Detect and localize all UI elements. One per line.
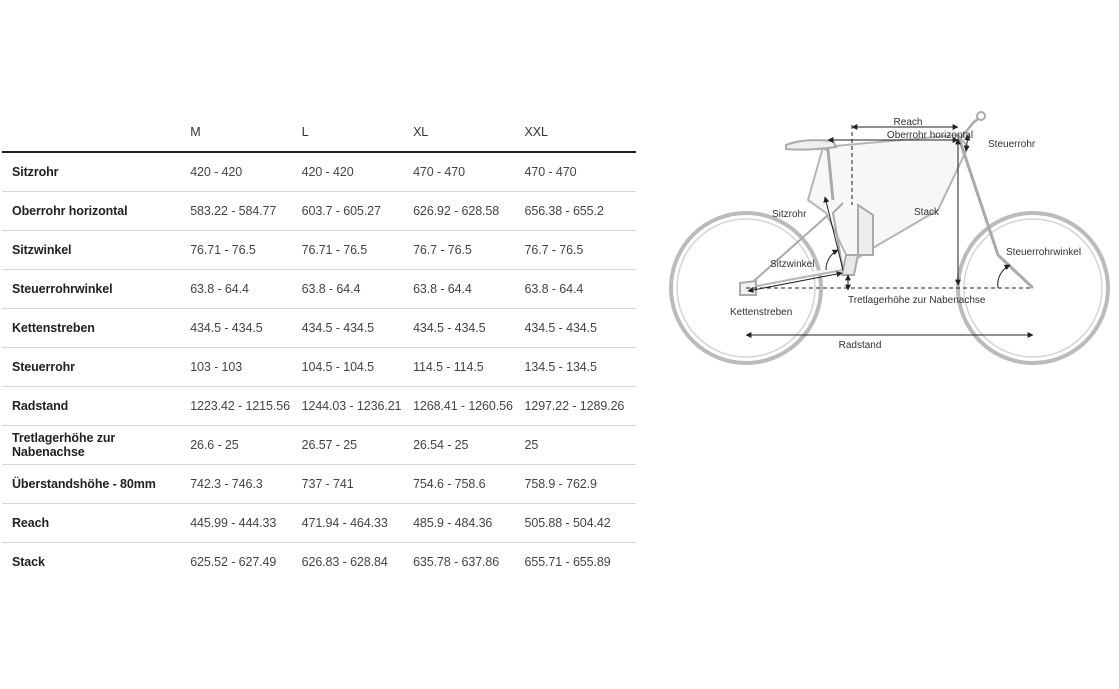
row-value: 103 - 103 [190, 348, 301, 387]
row-value: 76.7 - 76.5 [525, 231, 637, 270]
row-label: Oberrohr horizontal [2, 192, 190, 231]
row-value: 420 - 420 [302, 152, 413, 192]
table-row [2, 192, 636, 231]
row-value: 754.6 - 758.6 [413, 465, 524, 504]
row-value: 742.3 - 746.3 [190, 465, 301, 504]
row-label: Reach [2, 504, 190, 543]
row-value: 63.8 - 64.4 [302, 270, 413, 309]
label-radstand: Radstand [838, 340, 882, 351]
row-value: 625.52 - 627.49 [190, 555, 277, 569]
row-value: 471.94 - 464.33 [302, 504, 413, 543]
row-value: 26.54 - 25 [413, 426, 524, 465]
row-value: 76.71 - 76.5 [190, 231, 301, 270]
row-value: 583.22 - 584.77 [190, 192, 301, 231]
row-value: 76.7 - 76.5 [413, 231, 524, 270]
header-empty-cell [2, 112, 190, 152]
row-value: 737 - 741 [302, 465, 413, 504]
row-value: 26.57 - 25 [302, 426, 413, 465]
row-label: Sitzrohr [2, 152, 190, 192]
label-sitzrohr: Sitzrohr [772, 209, 807, 220]
table-row [2, 309, 636, 348]
row-value: 470 - 470 [525, 152, 637, 192]
row-value: 1297.22 - 1289.26 [525, 387, 637, 426]
table-row [2, 231, 636, 270]
row-value: 445.99 - 444.33 [190, 504, 301, 543]
table-row [2, 152, 636, 192]
label-tretlager: Tretlagerhöhe zur Nabenachse [848, 295, 986, 306]
label-kettenstreben: Kettenstreben [730, 307, 793, 318]
row-value: 758.9 - 762.9 [525, 465, 637, 504]
header-size-xxl: XXL [525, 112, 637, 152]
row-value: 1223.42 - 1215.56 [190, 387, 301, 426]
row-label: Kettenstreben [2, 309, 190, 348]
row-value: 655.71 - 655.89 [524, 555, 611, 569]
row-value: 104.5 - 104.5 [302, 348, 413, 387]
row-value: 626.92 - 628.58 [413, 192, 524, 231]
row-label: Sitzwinkel [2, 231, 190, 270]
row-value: 63.8 - 64.4 [190, 270, 301, 309]
row-value: 63.8 - 64.4 [413, 270, 524, 309]
row-value: 26.6 - 25 [190, 426, 301, 465]
table-row [2, 387, 636, 426]
header-size-l: L [302, 112, 413, 152]
row-value: 434.5 - 434.5 [525, 309, 637, 348]
row-label: Radstand [2, 387, 190, 426]
row-label: Steuerrohr [2, 348, 190, 387]
row-value: 505.88 - 504.42 [525, 504, 637, 543]
row-value: 1244.03 - 1236.21 [302, 387, 413, 426]
label-oberrohr: Oberrohr horizontal [886, 130, 974, 141]
row-label: Überstandshöhe - 80mm [2, 465, 190, 504]
row-value: 485.9 - 484.36 [413, 504, 524, 543]
table-body [2, 152, 636, 581]
row-value: 63.8 - 64.4 [525, 270, 637, 309]
table-row [2, 348, 636, 387]
row-value: 1268.41 - 1260.56 [413, 387, 524, 426]
row-value: 626.83 - 628.84 [301, 555, 388, 569]
bike-geometry-diagram [668, 105, 1118, 375]
row-value: 434.5 - 434.5 [302, 309, 413, 348]
row-value: 635.78 - 637.86 [413, 555, 500, 569]
row-value: 470 - 470 [413, 152, 524, 192]
row-value: 434.5 - 434.5 [190, 309, 301, 348]
label-steuerrohr: Steuerrohr [988, 139, 1036, 150]
row-value: 603.7 - 605.27 [302, 192, 413, 231]
row-value: 76.71 - 76.5 [302, 231, 413, 270]
table-header-row [2, 112, 636, 152]
row-value: 420 - 420 [190, 152, 301, 192]
row-value: 434.5 - 434.5 [413, 309, 524, 348]
row-label: Tretlagerhöhe zur Nabenachse [2, 426, 190, 465]
row-value: 25 [525, 426, 637, 465]
row-value: 134.5 - 134.5 [525, 348, 637, 387]
table-row [2, 543, 636, 582]
table-row [2, 426, 636, 465]
label-reach: Reach [893, 117, 923, 128]
label-sitzwinkel: Sitzwinkel [770, 259, 815, 270]
geometry-table [2, 112, 636, 581]
steuerrohrwinkel-arc [998, 265, 1010, 288]
table-row [2, 270, 636, 309]
table-row [2, 465, 636, 504]
header-size-xl: XL [413, 112, 524, 152]
label-stack: Stack [914, 207, 940, 218]
row-label: Steuerrohrwinkel [2, 270, 190, 309]
label-steuerrohrwinkel: Steuerrohrwinkel [1006, 247, 1082, 258]
row-label: Stack [12, 555, 45, 569]
row-value: 114.5 - 114.5 [413, 348, 524, 387]
table-row [2, 504, 636, 543]
header-size-m: M [190, 112, 301, 152]
row-value: 656.38 - 655.2 [525, 192, 637, 231]
